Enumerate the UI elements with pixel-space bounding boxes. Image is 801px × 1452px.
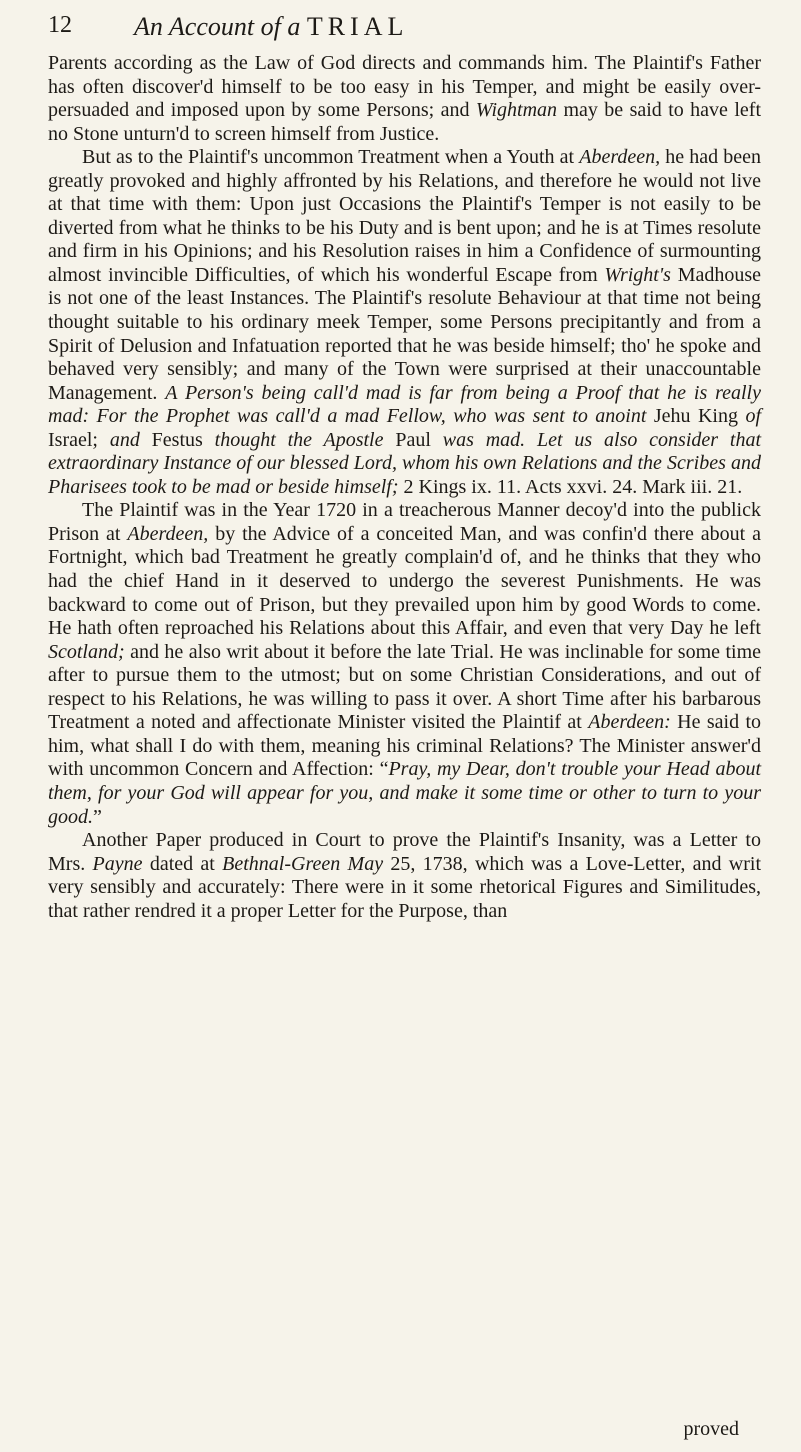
- body-text: [48, 52, 761, 923]
- paragraph-4: Another Paper produced in Court to prove the Plaintif's Insanity, was a Letter to Mrs. Payne dated at Bethnal-Green May 25, 1738, which was a Love-Letter, and writ very sensibly and accurately: There were in it some rhetorical Figures and Similitudes, that rather rendred it a proper Letter for the Purpose, than: [48, 829, 762, 922]
- running-title: [134, 12, 408, 42]
- page-number: 12: [48, 12, 72, 38]
- paragraph-2: But as to the Plaintif's uncommon Treatment when a Youth at Aberdeen, he had been greatly provoked and highly affronted by his Relations, and therefore he would not live at that time with them: Upon just Occasions the Plaintif's Temper is not easily to be diverted from what he thinks to be his Duty and is bent upon; and he is at Times resolute and firm in his Opinions; and his Resolution raises in him a Confidence of surmounting almost invincible Difficulties, of which his wonderful Escape from Wright's Madhouse is not one of the least Instances. The Plaintif's resolute Behaviour at that time not being thought suitable to his ordinary meek Temper, some Persons precipitantly and from a Spirit of Delusion and Infatuation reported that he was beside himself; tho' he spoke and behaved very sensibly; and many of the Town were surprised at their unaccountable Management. A Person's being call'd mad is far from being a Proof that he is really mad: For the Prophet was call'd a mad Fellow, who was sent to anoint Jehu King of Israel; and Festus thought the Apostle Paul was mad. Let us also consider that extraordinary Instance of our blessed Lord, whom his own Relations and the Scribes and Pharisees took to be mad or beside himself; 2 Kings ix. 11. Acts xxvi. 24. Mark iii. 21.: [48, 146, 762, 498]
- paragraph-3: The Plaintif was in the Year 1720 in a treacherous Manner decoy'd into the publick Prison at Aberdeen, by the Advice of a conceited Man, and was confin'd there about a Fortnight, which bad Treatment he greatly complain'd of, and he thinks that they who had the chief Hand in it deserved to undergo the severest Punishments. He was backward to come out of Prison, but they prevailed upon him by good Words to come. He hath often reproached his Relations about this Affair, and even that very Day he left Scotland; and he also writ about it before the late Trial. He was inclinable for some time after to pursue them to the utmost; but on some Christian Considerations, and out of respect to his Relations, he was willing to pass it over. A short Time after his barbarous Treatment a noted and affectionate Minister visited the Plaintif at Aberdeen: He said to him, what shall I do with them, meaning his criminal Relations? The Minister answer'd with uncommon Concern and Affection: “Pray, my Dear, don't trouble your Head about them, for your God will appear for you, and make it some time or other to turn to your good.”: [48, 499, 762, 828]
- paragraph-1: Parents according as the Law of God directs and commands him. The Plaintif's Father has often discover'd himself to be too easy in his Temper, and might be easily over-persuaded and imposed upon by some Persons; and Wightman may be said to have left no Stone unturn'd to screen himself from Justice.: [48, 52, 762, 145]
- running-title-italic: An Account of a: [134, 12, 301, 41]
- catchword: proved: [683, 1418, 739, 1440]
- running-title-caps: TRIAL: [306, 12, 409, 41]
- running-header: [48, 12, 761, 46]
